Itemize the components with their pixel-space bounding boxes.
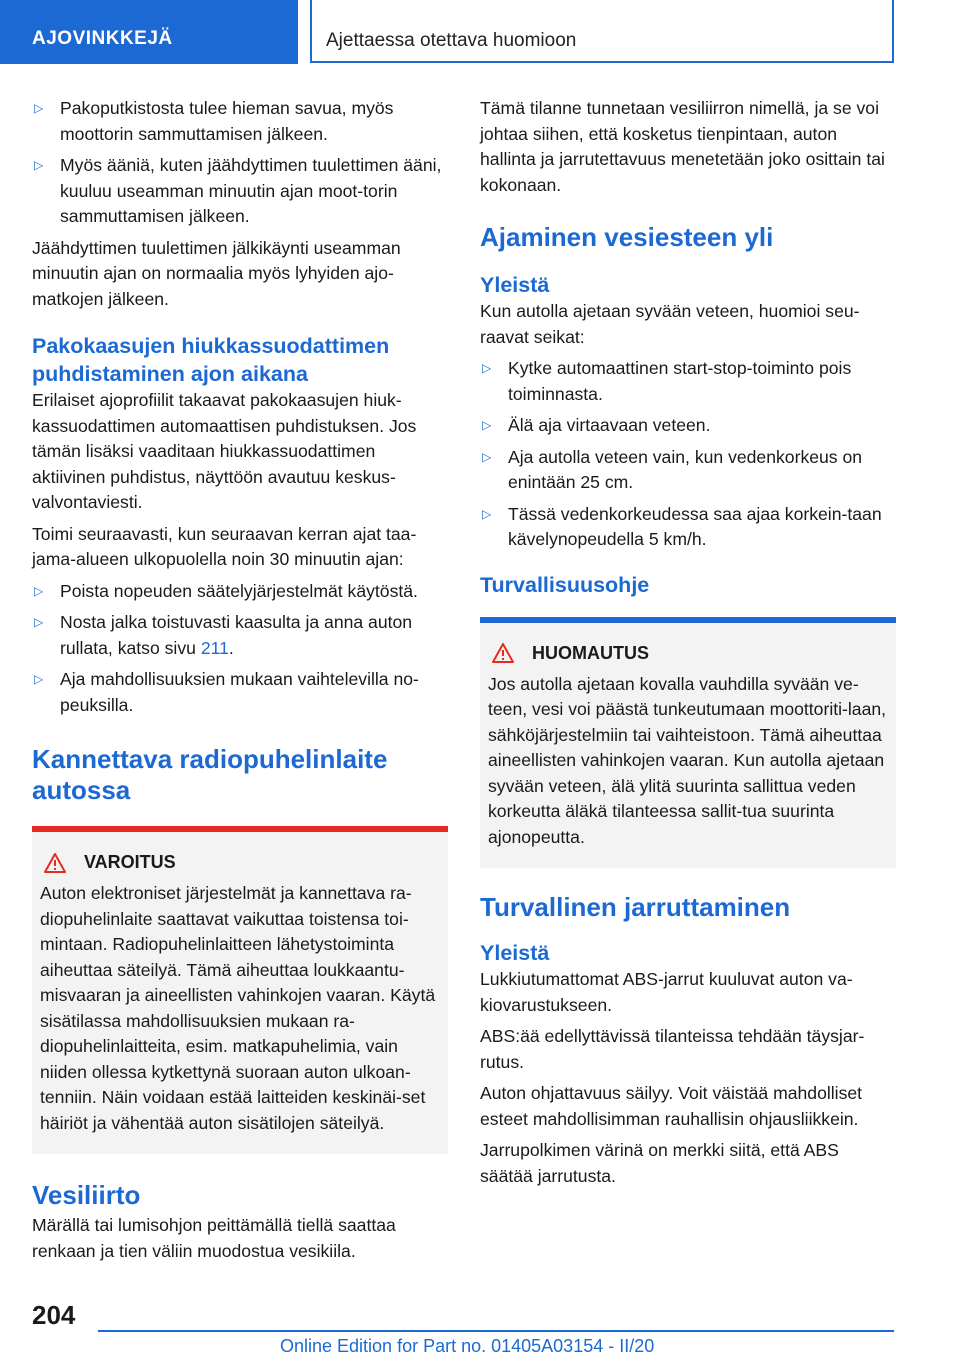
paragraph: Jarrupolkimen värinä on merkki siitä, että ABS säätää jarrutusta. bbox=[480, 1140, 839, 1186]
page-number: 204 bbox=[32, 1300, 76, 1330]
heading-aquaplaning: Vesiliirto bbox=[32, 1180, 141, 1210]
bullet-triangle-icon: ▷ bbox=[482, 361, 492, 375]
header-title: Ajettaessa otettava huomioon bbox=[326, 30, 577, 51]
warning-triangle-icon bbox=[44, 853, 66, 873]
list-item bbox=[480, 413, 896, 439]
paragraph: Erilaiset ajoprofiilit takaavat pakokaasujen hiuk‐kassuodattimen automaattisen puhdistuksen. Jos tämän lisäksi vaaditaan hiukkassuodattimen aktiivinen puhdistus, näyttöön avautuu keskus‐valvontaviesti. bbox=[32, 390, 417, 512]
warning-title-row bbox=[40, 850, 440, 875]
warning-title: VAROITUS bbox=[84, 852, 176, 872]
paragraph: Tämä tilanne tunnetaan vesiliirron nimellä, ja se voi johtaa siihen, että kosketus tienpintaan, auton hallinta ja jarrutettavuus menetetään joko osittain tai kokonaan. bbox=[480, 98, 885, 195]
list-item bbox=[32, 667, 448, 718]
header-title-box bbox=[310, 0, 894, 63]
heading-general: Yleistä bbox=[480, 273, 550, 297]
heading-radio: Kannettava radiopuhelinlaite autossa bbox=[32, 744, 388, 805]
bullet-triangle-icon: ▷ bbox=[482, 506, 492, 521]
bullet-triangle-icon: ▷ bbox=[34, 158, 44, 172]
paragraph: Kun autolla ajetaan syvään veteen, huomioi seu‐raavat seikat: bbox=[480, 301, 860, 347]
header-section-label: AJOVINKKEJÄ bbox=[32, 28, 173, 49]
list-item bbox=[32, 153, 448, 230]
list-item bbox=[480, 356, 896, 407]
list-item-text: Pakoputkistosta tulee hieman savua, myös moottorin sammuttamisen jälkeen. bbox=[60, 98, 394, 144]
left-column bbox=[32, 96, 448, 1270]
footer-edition: Online Edition for Part no. 01405A03154 - II/20 bbox=[280, 1336, 655, 1356]
bullet-triangle-icon: ▷ bbox=[34, 101, 44, 115]
notice-title-row bbox=[488, 641, 888, 666]
paragraph: Lukkiutumattomat ABS-jarrut kuuluvat auton va‐kiovarustukseen. bbox=[480, 969, 853, 1015]
list-item bbox=[32, 96, 448, 147]
list-item bbox=[480, 445, 896, 496]
page-reference-link[interactable]: 211 bbox=[200, 637, 229, 658]
heading-particulate-filter: Pakokaasujen hiukkassuodattimen puhdistaminen ajon aikana bbox=[32, 334, 390, 386]
list-item-text: Kytke automaattinen start-stop-toiminto pois toiminnasta. bbox=[508, 358, 852, 404]
warning-box bbox=[32, 826, 448, 1154]
header-section-tab bbox=[0, 0, 298, 64]
notice-box bbox=[480, 617, 896, 869]
notice-text: Jos autolla ajetaan kovalla vauhdilla syvään ve‐teen, vesi voi päästä tunkeutumaan moottoriti‐laan, sähköjärjestelmiin tai vaihteistoon. Tämä aiheuttaa aineellisten vahinkojen vaaran. Kun autolla ajetaan syvään veteen, älä ylitä suurinta sallittua veden korkeutta äläkä tilanteessa sallit‐tua suurinta ajonopeutta. bbox=[488, 673, 887, 847]
notice-title: HUOMAUTUS bbox=[532, 642, 649, 663]
footer-divider bbox=[98, 1330, 894, 1332]
right-column bbox=[480, 96, 896, 1195]
heading-braking: Turvallinen jarruttaminen bbox=[480, 892, 791, 922]
list-item-text: Myös ääniä, kuten jäähdyttimen tuulettimen ääni, kuuluu useamman minuutin ajan moot‐torin sammuttamisen jälkeen. bbox=[60, 155, 442, 226]
list-item-text: Aja mahdollisuuksien mukaan vaihtelevilla no‐peuksilla. bbox=[60, 669, 419, 715]
paragraph: Toimi seuraavasti, kun seuraavan kerran ajat taa‐jama-alueen ulkopuolella noin 30 minuutin ajan: bbox=[32, 523, 417, 569]
bullet-triangle-icon: ▷ bbox=[34, 672, 44, 686]
warning-text: Auton elektroniset järjestelmät ja kannettava ra‐diopuhelinlaite saattavat vaikuttaa toistensa toi‐mintaan. Radiopuhelinlaitteen lähetystoiminta aiheuttaa säteilyä. Tämä aiheuttaa loukkaantu‐misvaaran ja aineellisten vahinkojen vaaran. Käytä sisätilassa mahdollisuuksien mukaan ra‐diopuhelinlaitteita, esim. matkapuhelimia, vain niiden ollessa kytkettynä suoraan auton ulkoan‐tenniin. Näin voidaan estää laitteiden keskinäi‐set häiriöt ja vähentää auton sisätilojen säteilyä. bbox=[40, 883, 436, 1133]
list-item-text: Tässä vedenkorkeudessa saa ajaa korkein‐taan kävelynopeudella 5 km/h. bbox=[508, 503, 882, 549]
warning-triangle-icon bbox=[492, 643, 514, 663]
list-item-text: Poista nopeuden säätelyjärjestelmät käytöstä. bbox=[60, 580, 418, 601]
bullet-triangle-icon: ▷ bbox=[482, 418, 492, 432]
list-item bbox=[32, 610, 448, 661]
paragraph: ABS:ää edellyttävissä tilanteissa tehdään täysjar‐rutus. bbox=[480, 1026, 865, 1072]
list-item-text-end: . bbox=[228, 637, 234, 658]
heading-safety-note: Turvallisuusohje bbox=[480, 572, 650, 597]
bullet-triangle-icon: ▷ bbox=[34, 583, 44, 598]
paragraph: Märällä tai lumisohjon peittämällä tiellä saattaa renkaan ja tien väliin muodostua vesikiila. bbox=[32, 1215, 396, 1261]
bullet-triangle-icon: ▷ bbox=[34, 615, 44, 629]
paragraph: Jäähdyttimen tuulettimen jälkikäynti useamman minuutin ajan on normaalia myös lyhyiden ajo‐matkojen jälkeen. bbox=[32, 237, 401, 309]
list-item-text: Nosta jalka toistuvasti kaasulta ja anna auton rullata, katso sivu bbox=[60, 612, 413, 658]
list-item-text: Aja autolla veteen vain, kun vedenkorkeus on enintään 25 cm. bbox=[508, 446, 863, 492]
bullet-triangle-icon: ▷ bbox=[482, 449, 492, 464]
list-item bbox=[480, 502, 896, 553]
heading-water-crossing: Ajaminen vesiesteen yli bbox=[480, 222, 774, 252]
list-item bbox=[32, 579, 448, 605]
heading-general: Yleistä bbox=[480, 941, 550, 965]
paragraph: Auton ohjattavuus säilyy. Voit väistää mahdolliset esteet mahdollisimman rauhallisin ohjausliikkein. bbox=[480, 1083, 863, 1129]
list-item-text: Älä aja virtaavaan veteen. bbox=[508, 415, 711, 435]
